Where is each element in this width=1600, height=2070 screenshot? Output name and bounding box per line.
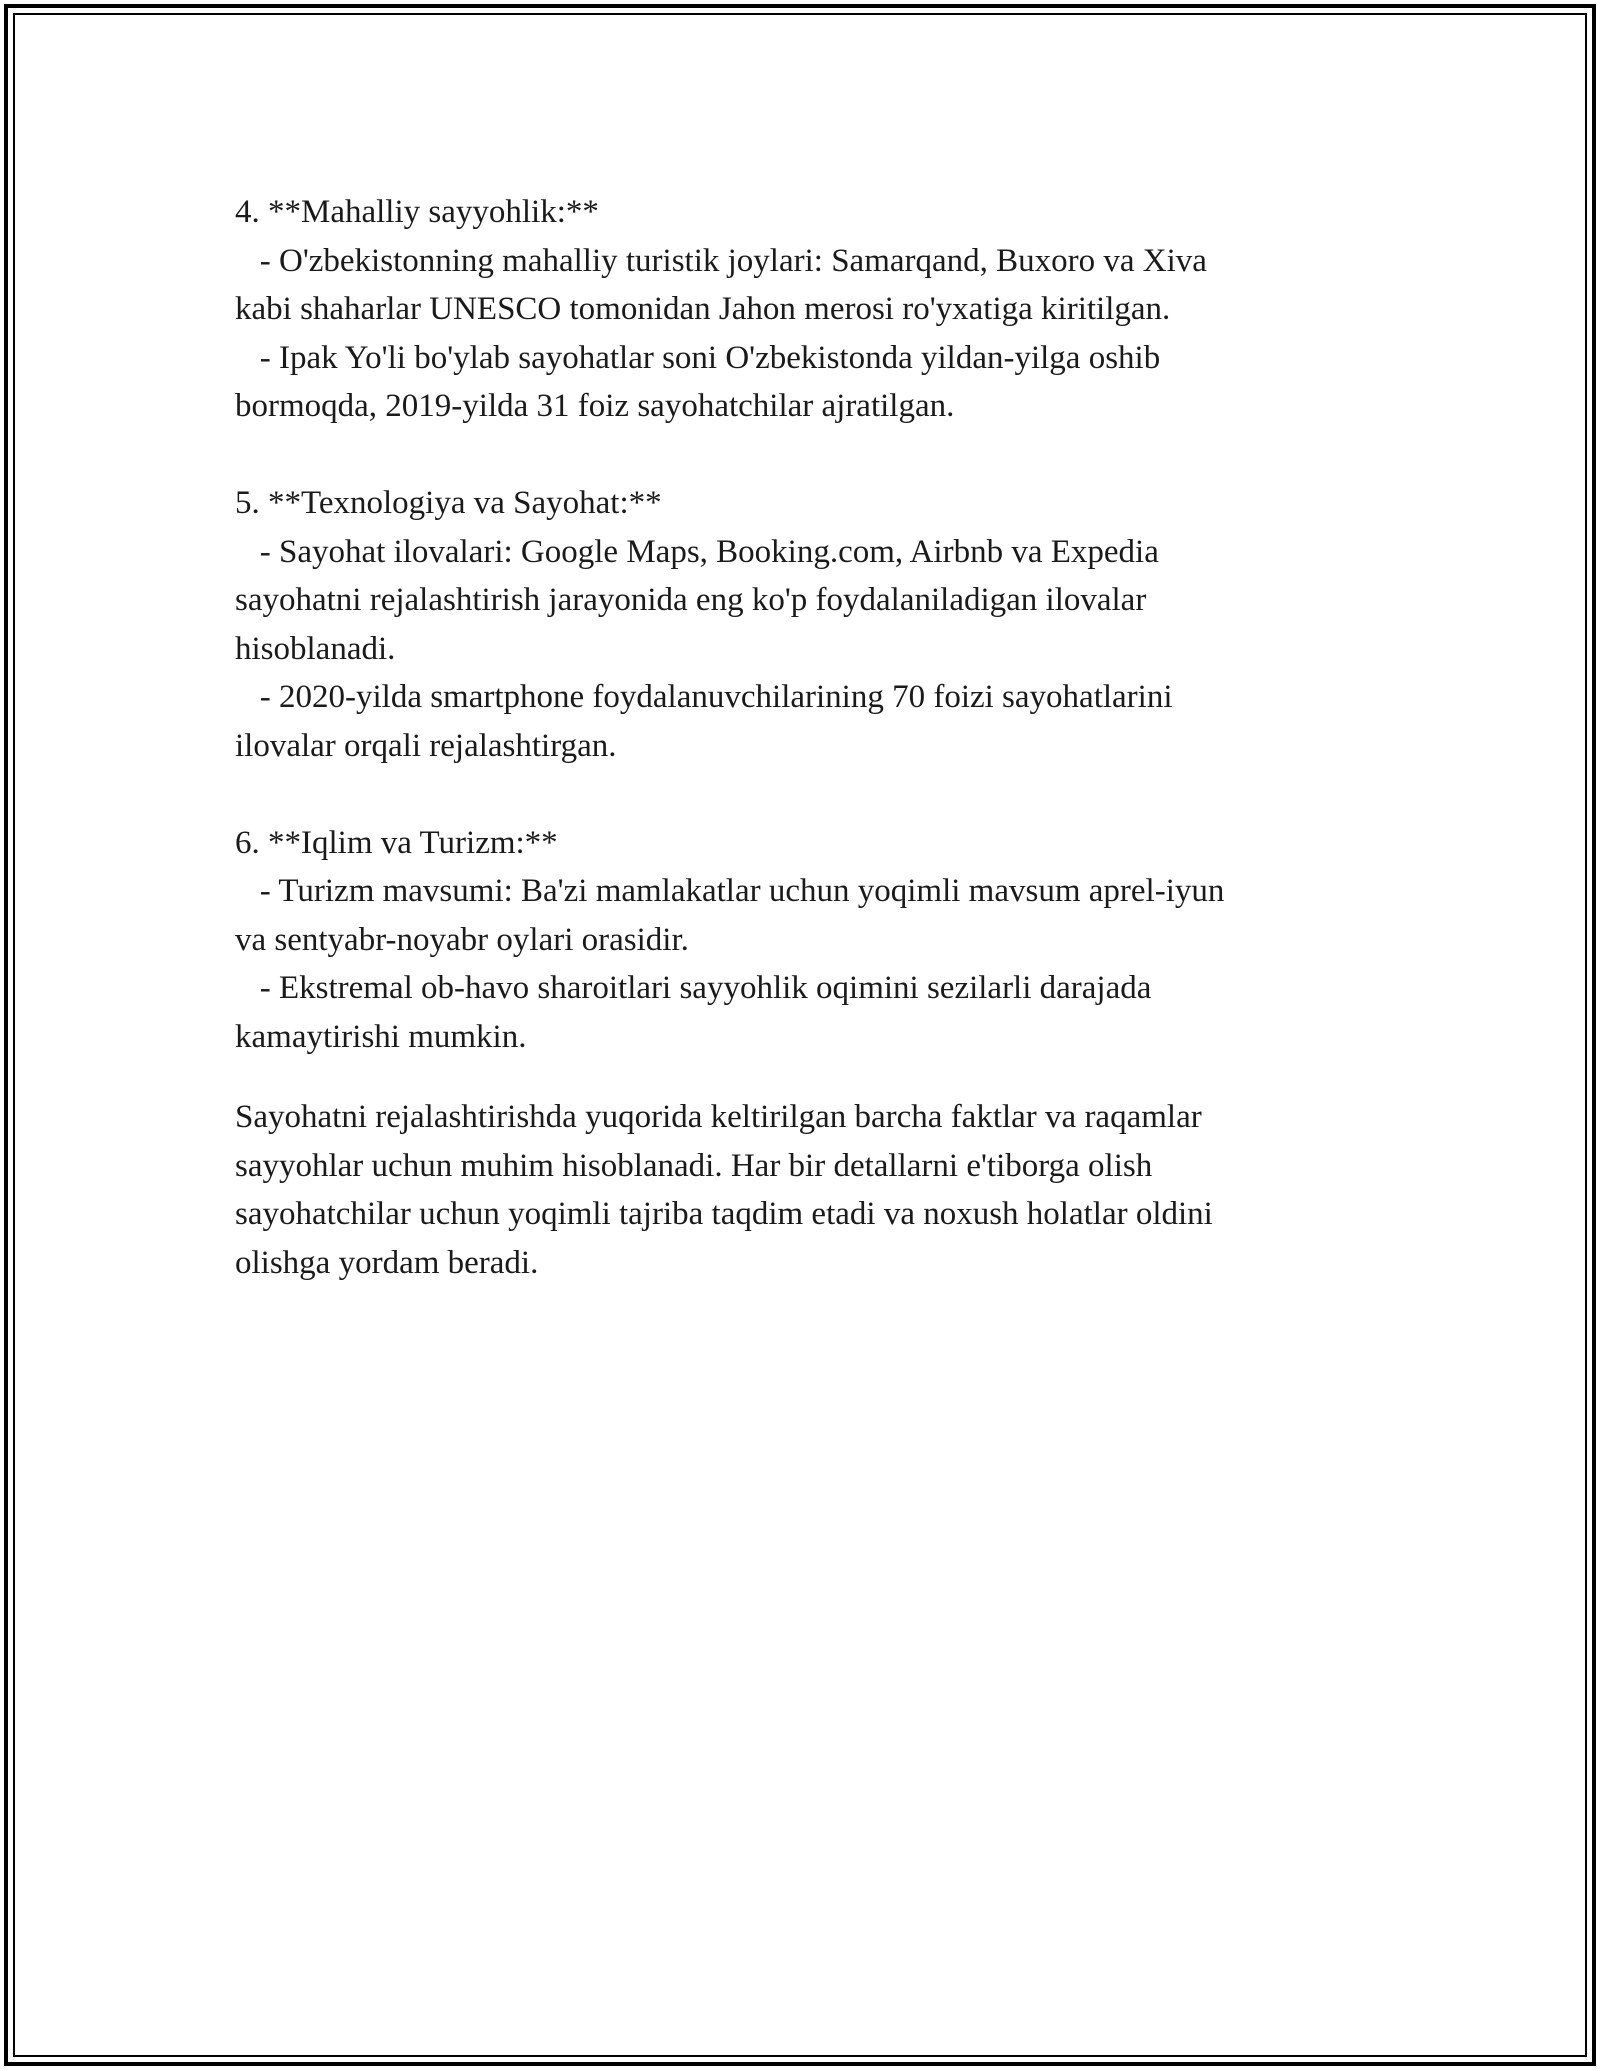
section-line: - O'zbekistonning mahalliy turistik joylari: Samarqand, Buxoro va Xiva <box>235 242 1207 279</box>
section-line: va sentyabr-noyabr oylari orasidir. <box>235 921 689 958</box>
section-heading: 5. **Texnologiya va Sayohat:** <box>235 485 662 521</box>
section-line: - Turizm mavsumi: Ba'zi mamlakatlar uchun yoqimli mavsum aprel-iyun <box>235 873 1225 909</box>
section-local-tourism <box>235 188 1385 431</box>
blank-line <box>235 431 1385 480</box>
section-line: sayohatni rejalashtirish jarayonida eng ko'p foydalaniladigan ilovalar <box>235 582 1147 618</box>
section-line: kabi shaharlar UNESCO tomonidan Jahon merosi ro'yxatiga kiritilgan. <box>235 291 1171 327</box>
conclusion-paragraph <box>235 1093 1385 1287</box>
section-line: - 2020-yilda smartphone foydalanuvchilarining 70 foizi sayohatlarini <box>235 679 1173 715</box>
section-line: ilovalar orqali rejalashtirgan. <box>235 727 617 764</box>
document-body <box>235 188 1385 1287</box>
section-line: bormoqda, 2019-yilda 31 foiz sayohatchilar ajratilgan. <box>235 388 955 424</box>
conclusion-line: sayyohlar uchun muhim hisoblanadi. Har bir detallarni e'tiborga olish <box>235 1147 1153 1184</box>
section-heading: 4. **Mahalliy sayyohlik:** <box>235 194 599 230</box>
section-line: hisoblanadi. <box>235 630 396 667</box>
section-line: - Ipak Yo'li bo'ylab sayohatlar soni O'zbekistonda yildan-yilga oshib <box>235 339 1161 376</box>
section-heading: 6. **Iqlim va Turizm:** <box>235 824 558 861</box>
section-line: kamaytirishi mumkin. <box>235 1018 527 1055</box>
section-line: - Ekstremal ob-havo sharoitlari sayyohlik oqimini sezilarli darajada <box>235 970 1152 1006</box>
section-line: - Sayohat ilovalari: Google Maps, Booking.com, Airbnb va Expedia <box>235 533 1159 570</box>
conclusion-line: Sayohatni rejalashtirishda yuqorida keltirilgan barcha faktlar va raqamlar <box>235 1099 1202 1135</box>
paragraph-gap <box>235 1061 1385 1093</box>
conclusion-line: sayohatchilar uchun yoqimli tajriba taqdim etadi va noxush holatlar oldini <box>235 1196 1213 1232</box>
section-climate-tourism <box>235 819 1385 1062</box>
conclusion-line: olishga yordam beradi. <box>235 1244 539 1281</box>
blank-line <box>235 770 1385 819</box>
section-technology-travel <box>235 479 1385 770</box>
